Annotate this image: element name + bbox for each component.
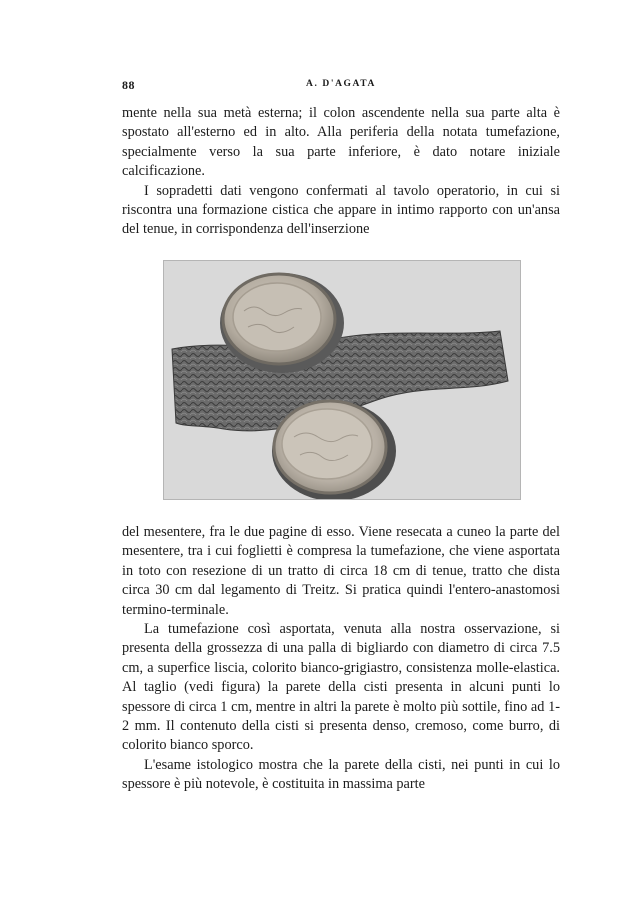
paragraph-continuation: del mesentere, fra le due pagine di esso. Viene resecata a cuneo la parte del mesentere, tra i cui foglietti è compresa la tumefazione, che viene asportata in toto con resezione di un tratto di circa 18 cm di tenue, tratto che dista circa 30 cm dal legamento di Treitz. Si pratica quindi l'entero-anastomosi termino-terminale. — [122, 524, 560, 618]
running-head: A. D'AGATA — [305, 79, 376, 89]
body-text-top — [122, 104, 560, 240]
page-number: 88 — [122, 78, 135, 92]
surgical-specimen-photograph-icon — [164, 261, 520, 499]
paragraph-continuation: mente nella sua metà esterna; il colon ascendente nella sua parte alta è spostato all'esterno ed in alto. Alla periferia della notata tumefazione, specialmente verso la sua parte inferiore, è dato notare iniziale calcificazione. — [122, 105, 560, 180]
paragraph: I sopradetti dati vengono confermati al tavolo operatorio, in cui si riscontra una formazione cistica che appare in intimo rapporto con un'ansa del tenue, in corrispondenza dell'inserzione — [122, 182, 560, 238]
body-text-bottom — [122, 523, 560, 795]
page-header — [122, 78, 560, 94]
specimen-photo-figure — [163, 260, 521, 500]
paragraph: La tumefazione così asportata, venuta alla nostra osservazione, si presenta della grossezza di una palla di bigliardo con diametro di circa 7.5 cm, a superfice liscia, colorito bianco-grigiastro, consistenza molle-elastica. Al taglio (vedi figura) la parete della cisti presenta in alcuni punti lo spessore di circa 1 cm, mentre in altri la parete è molto più sottile, fino ad 1-2 mm. Il contenuto della cisti si presenta denso, cremoso, come burro, di colorito bianco sporco. — [122, 621, 560, 754]
paragraph: L'esame istologico mostra che la parete della cisti, nei punti in cui lo spessore è più notevole, è costituita in massima parte — [122, 756, 560, 793]
